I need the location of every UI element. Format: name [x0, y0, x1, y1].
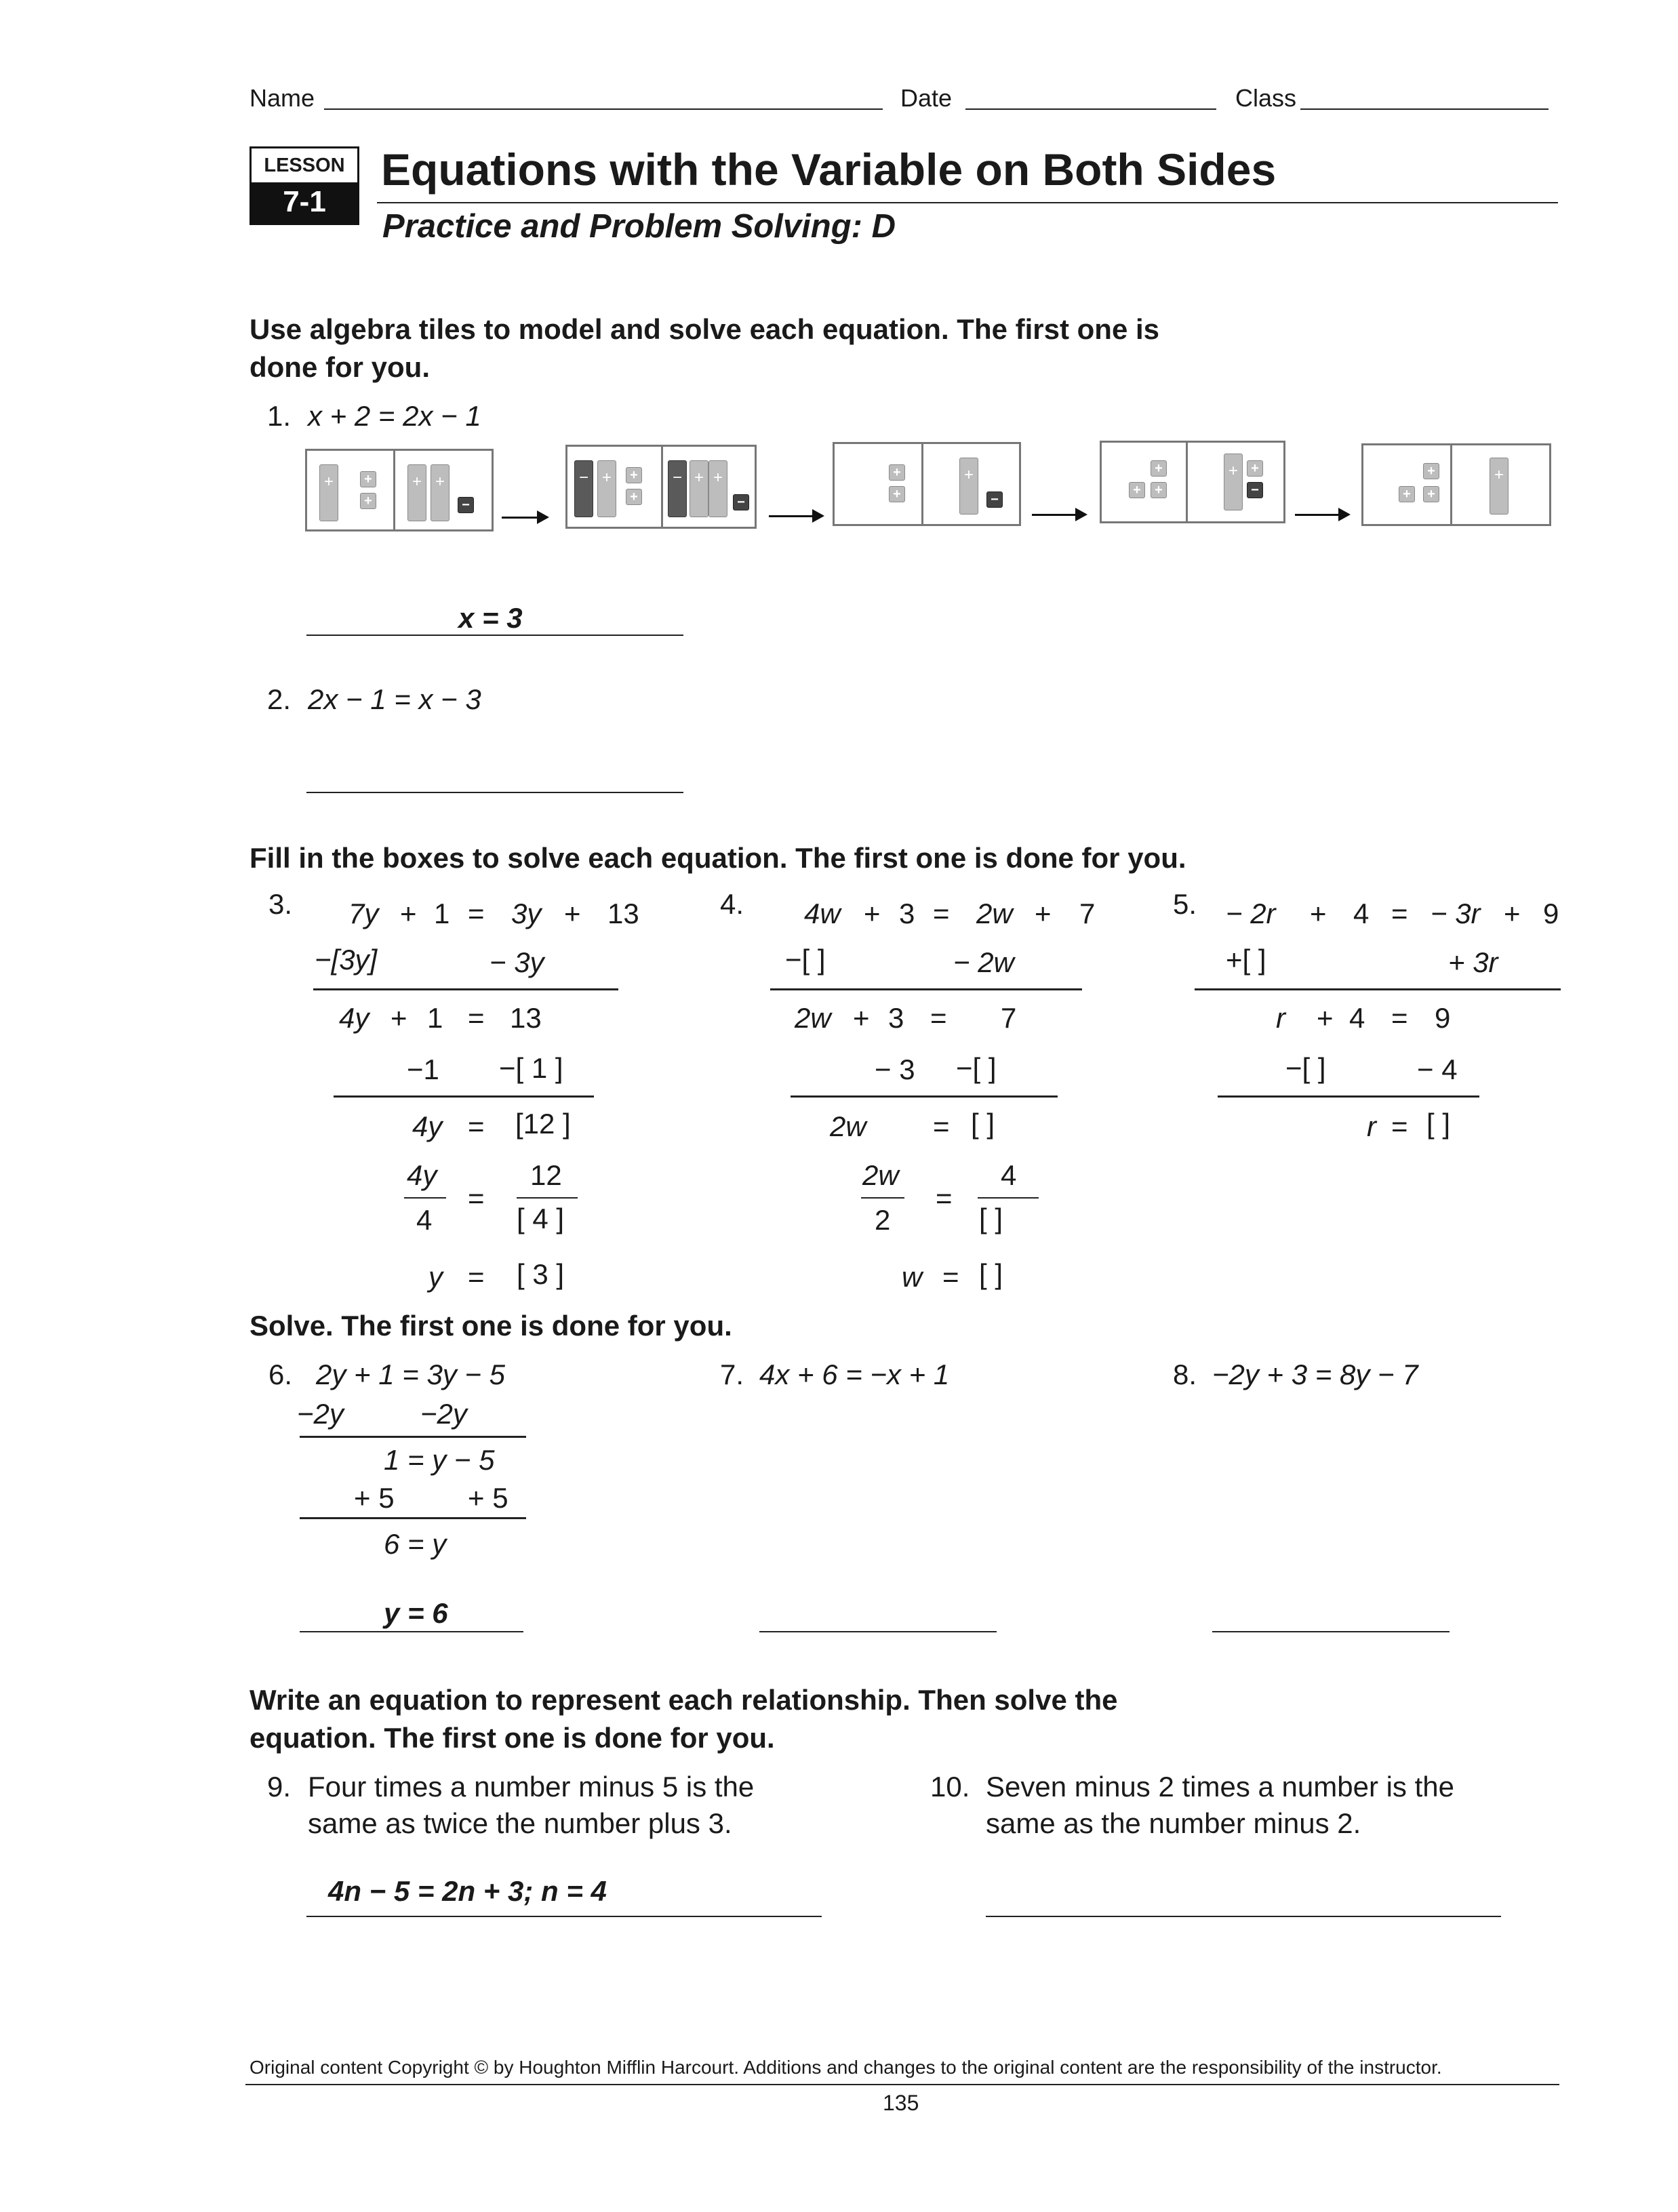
p3-box-filled: [ 4 ] [517, 1203, 565, 1234]
p4-term: − 3 [875, 1053, 915, 1085]
step-arrow-icon [502, 517, 546, 519]
p3-term: 1 [434, 898, 450, 929]
p3-fraction-numerator: 4y [407, 1159, 437, 1191]
p4-op: + [864, 898, 881, 929]
p4-rule [791, 1095, 1058, 1098]
unit-tile-icon: + [1399, 486, 1415, 502]
p4-fraction-bar [861, 1197, 904, 1199]
p3-op: + [400, 898, 417, 929]
step-arrow-icon [1295, 514, 1348, 516]
unit-tile-icon: + [1423, 486, 1439, 502]
p5-rule [1195, 988, 1561, 990]
problem-8-equation: −2y + 3 = 8y − 7 [1212, 1359, 1418, 1390]
unit-tile-icon: + [626, 467, 642, 483]
p4-answer-box[interactable]: −[ ] [956, 1052, 997, 1084]
problem-2-answer-line[interactable] [306, 792, 683, 793]
p5-op: + [1317, 1002, 1334, 1034]
p5-answer-box[interactable]: −[ ] [1285, 1052, 1326, 1084]
x-tile-icon: + [597, 460, 616, 517]
p4-answer-box[interactable]: [ ] [979, 1203, 1003, 1234]
lesson-number: 7-1 [252, 182, 357, 223]
p5-term: − 3r [1431, 898, 1481, 929]
date-label: Date [900, 84, 953, 112]
page-subtitle: Practice and Problem Solving: D [382, 208, 896, 245]
p6-rule [300, 1517, 526, 1519]
p5-term: − 4 [1417, 1053, 1458, 1085]
unit-tile-icon: + [1151, 460, 1167, 477]
p5-term: r [1276, 1002, 1285, 1034]
class-field[interactable] [1300, 108, 1549, 110]
unit-tile-icon: + [1423, 463, 1439, 479]
step-arrow-icon [1032, 514, 1085, 516]
x-tile-icon: + [959, 458, 978, 515]
problem-9-line1: Four times a number minus 5 is the [308, 1771, 755, 1803]
p3-fraction-bar [404, 1197, 446, 1199]
p5-term: 9 [1543, 898, 1559, 929]
p4-answer-box[interactable]: [ ] [971, 1108, 995, 1140]
p4-rule [770, 988, 1082, 990]
footer-rule [245, 2084, 1559, 2085]
p5-op: = [1391, 898, 1408, 929]
x-tile-icon: + [1490, 458, 1509, 515]
p4-term: 7 [1079, 898, 1096, 929]
problem-8-answer-line[interactable] [1212, 1631, 1450, 1632]
title-rule [377, 202, 1558, 203]
problem-10-line1: Seven minus 2 times a number is the [986, 1771, 1454, 1803]
p4-term: 2w [830, 1110, 866, 1142]
problem-10-answer-line[interactable] [986, 1916, 1501, 1917]
x-tile-icon: + [431, 464, 450, 521]
lesson-label: LESSON [252, 148, 357, 182]
p6-step: + 5 [468, 1482, 508, 1514]
p5-term: 4 [1353, 898, 1370, 929]
p5-term: 4 [1349, 1002, 1365, 1034]
negative-x-tile-icon: − [668, 460, 687, 517]
p5-op: = [1391, 1002, 1408, 1034]
problem-4-number: 4. [720, 888, 744, 920]
negative-unit-tile-icon: − [458, 497, 474, 513]
p5-term: 9 [1435, 1002, 1451, 1034]
p4-term: w [902, 1261, 923, 1293]
p4-op: = [942, 1261, 959, 1293]
x-tile-icon: + [319, 464, 338, 521]
p4-term: 7 [1001, 1002, 1017, 1034]
p6-step: 1 = y − 5 [384, 1444, 495, 1476]
problem-1-number: 1. [267, 400, 292, 432]
section1-instruction-line1: Use algebra tiles to model and solve each equation. The first one is [249, 313, 1160, 345]
unit-tile-icon: + [889, 464, 905, 481]
p3-term: 13 [510, 1002, 542, 1034]
problem-9-line2: same as twice the number plus 3. [308, 1807, 732, 1839]
unit-tile-icon: + [626, 489, 642, 505]
p6-step: −2y [420, 1398, 467, 1430]
p3-box-filled: [12 ] [515, 1108, 571, 1140]
problem-5-number: 5. [1173, 888, 1197, 920]
x-tile-icon: + [708, 460, 727, 517]
tile-model-step-2 [565, 445, 757, 529]
unit-tile-icon: + [360, 493, 376, 509]
p4-term: 2w [976, 898, 1013, 929]
p3-op: = [468, 1261, 485, 1293]
section3-instruction: Solve. The first one is done for you. [249, 1310, 732, 1342]
problem-3-number: 3. [268, 888, 293, 920]
problem-6-equation: 2y + 1 = 3y − 5 [316, 1359, 506, 1390]
p3-op: + [564, 898, 581, 929]
p3-box-filled: −[ 1 ] [499, 1052, 563, 1084]
p3-rule [334, 1095, 594, 1098]
problem-2-equation: 2x − 1 = x − 3 [308, 683, 481, 715]
p4-answer-box[interactable]: −[ ] [785, 944, 826, 976]
x-tile-icon: + [407, 464, 426, 521]
p6-step: −2y [297, 1398, 344, 1430]
p4-term: 3 [888, 1002, 904, 1034]
problem-8-number: 8. [1173, 1359, 1197, 1390]
p4-op: = [933, 898, 950, 929]
p3-op: + [391, 1002, 407, 1034]
p3-term: 3y [511, 898, 542, 929]
p4-fraction-bar [978, 1197, 1039, 1199]
p3-fraction-denominator: 4 [416, 1204, 433, 1236]
negative-unit-tile-icon: − [1247, 482, 1263, 498]
tile-model-step-3 [833, 442, 1021, 526]
p3-fraction-bar [517, 1197, 578, 1199]
negative-unit-tile-icon: − [733, 494, 749, 510]
p4-fraction-denominator: 2 [875, 1204, 891, 1236]
p5-rule [1218, 1095, 1479, 1098]
p3-term: 4y [339, 1002, 369, 1034]
p3-term: 7y [348, 898, 379, 929]
section2-instruction: Fill in the boxes to solve each equation. The first one is done for you. [249, 842, 1186, 874]
p4-term: 2w [795, 1002, 831, 1034]
negative-unit-tile-icon: − [986, 491, 1003, 508]
problem-10-number: 10. [930, 1771, 970, 1803]
section4-instruction-line1: Write an equation to represent each relationship. Then solve the [249, 1684, 1118, 1716]
p3-term: −1 [407, 1053, 439, 1085]
p3-term: 13 [607, 898, 639, 929]
p4-fraction-numerator: 4 [1001, 1159, 1017, 1191]
p3-op: = [468, 1002, 485, 1034]
p6-rule [300, 1436, 526, 1438]
p4-op: = [933, 1110, 950, 1142]
p4-op: + [1035, 898, 1052, 929]
negative-x-tile-icon: − [574, 460, 593, 517]
unit-tile-icon: + [1129, 482, 1145, 498]
p5-answer-box[interactable]: +[ ] [1226, 944, 1266, 976]
footer-copyright: Original content Copyright © by Houghton Mifflin Harcourt. Additions and changes to the original content are the responsibility of the instructor. [249, 2057, 1442, 2078]
unit-tile-icon: + [889, 486, 905, 502]
p3-term: − 3y [490, 946, 544, 978]
problem-1-equation: x + 2 = 2x − 1 [308, 400, 481, 432]
problem-7-equation: 4x + 6 = −x + 1 [759, 1359, 950, 1390]
name-field[interactable] [324, 108, 883, 110]
x-tile-icon: + [1224, 454, 1243, 510]
problem-7-number: 7. [720, 1359, 744, 1390]
p3-rule [313, 988, 618, 990]
p5-term: − 2r [1226, 898, 1276, 929]
p6-step: 6 = y [384, 1528, 447, 1560]
p3-op: = [468, 1110, 485, 1142]
p3-term: 4y [412, 1110, 443, 1142]
problem-6-number: 6. [268, 1359, 293, 1390]
p4-answer-box[interactable]: [ ] [979, 1258, 1003, 1290]
p4-op: + [853, 1002, 870, 1034]
problem-6-answer-line [300, 1631, 523, 1632]
problem-7-answer-line[interactable] [759, 1631, 997, 1632]
unit-tile-icon: + [1151, 482, 1167, 498]
x-tile-icon: + [690, 460, 708, 517]
p5-answer-box[interactable]: [ ] [1426, 1108, 1451, 1140]
p5-op: + [1504, 898, 1521, 929]
problem-10-line2: same as the number minus 2. [986, 1807, 1361, 1839]
p4-term: 4w [804, 898, 841, 929]
p5-op: = [1391, 1110, 1408, 1142]
date-field[interactable] [965, 108, 1216, 110]
section4-instruction-line2: equation. The first one is done for you. [249, 1722, 775, 1754]
tile-model-step-1 [305, 449, 494, 531]
p4-fraction-numerator: 2w [862, 1159, 899, 1191]
p5-term: + 3r [1448, 946, 1498, 978]
p3-box-filled: −[3y] [315, 944, 378, 976]
class-label: Class [1235, 84, 1297, 112]
page-number: 135 [883, 2091, 919, 2115]
p4-op: = [936, 1182, 953, 1214]
p3-term: 1 [427, 1002, 443, 1034]
problem-1-answer-line [306, 635, 683, 636]
lesson-badge [249, 146, 359, 225]
p3-op: = [468, 898, 485, 929]
p3-box-filled: [ 3 ] [517, 1258, 565, 1290]
p4-term: 3 [899, 898, 915, 929]
problem-2-number: 2. [267, 683, 292, 715]
problem-1-answer: x = 3 [458, 602, 523, 634]
step-arrow-icon [769, 515, 822, 517]
p3-term: y [428, 1261, 443, 1293]
p5-op: + [1310, 898, 1327, 929]
problem-9-answer: 4n − 5 = 2n + 3; n = 4 [328, 1875, 607, 1907]
p4-term: − 2w [953, 946, 1014, 978]
p4-op: = [930, 1002, 947, 1034]
p5-term: r [1367, 1110, 1376, 1142]
section1-instruction-line2: done for you. [249, 351, 430, 383]
page-title: Equations with the Variable on Both Sides [381, 144, 1277, 195]
p3-op: = [468, 1182, 485, 1214]
tile-model-step-5 [1361, 443, 1551, 526]
p6-step: + 5 [354, 1482, 395, 1514]
unit-tile-icon: + [1247, 460, 1263, 477]
name-label: Name [249, 84, 315, 112]
problem-9-number: 9. [267, 1771, 292, 1803]
problem-6-answer: y = 6 [384, 1597, 448, 1629]
p3-fraction-numerator: 12 [530, 1159, 562, 1191]
unit-tile-icon: + [360, 471, 376, 487]
tile-model-step-4 [1100, 441, 1285, 523]
problem-9-answer-line [306, 1916, 822, 1917]
